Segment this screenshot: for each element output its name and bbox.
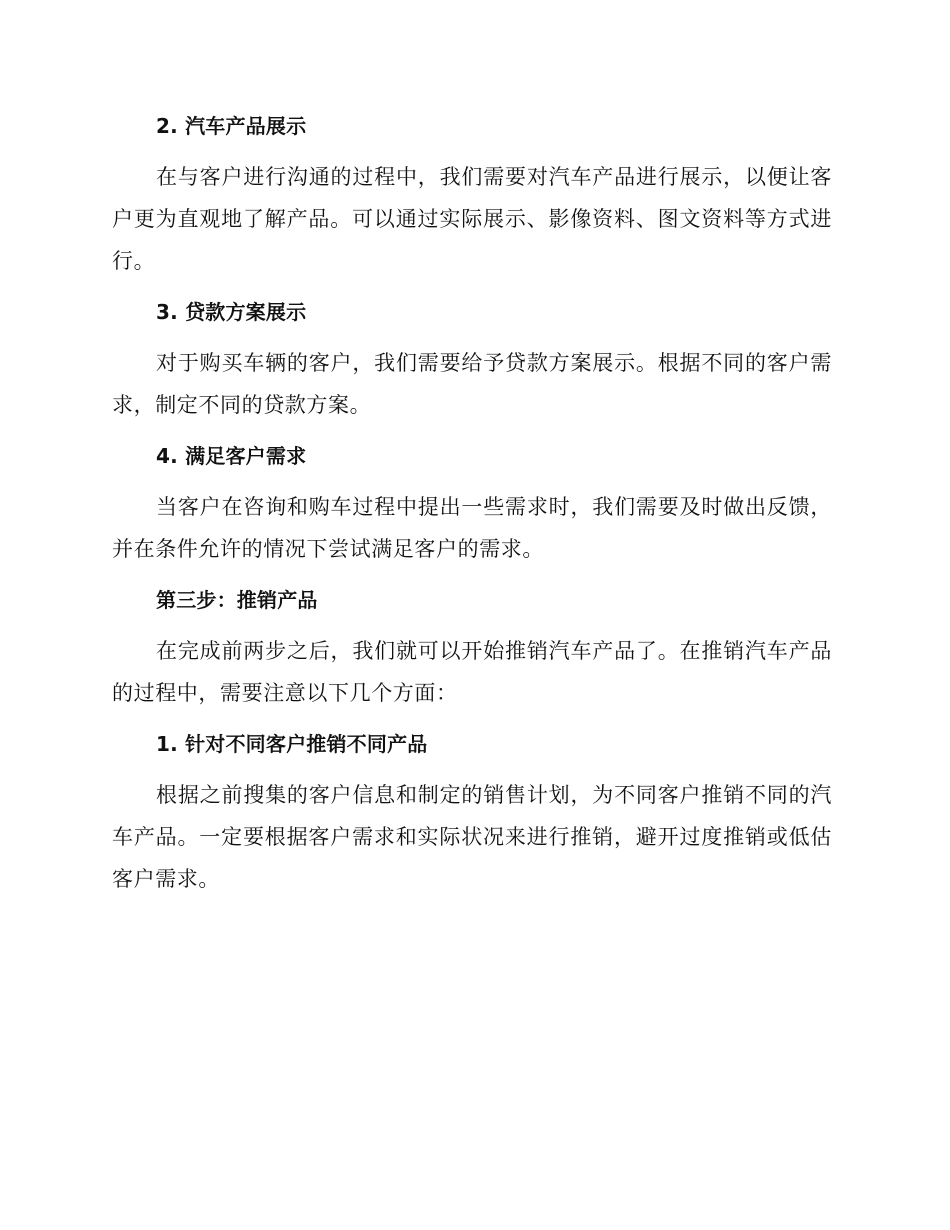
section-paragraph-loan-plan: 对于购买车辆的客户，我们需要给予贷款方案展示。根据不同的客户需求，制定不同的贷款方案。 xyxy=(112,351,832,417)
section-paragraph-targeted-selling: 根据之前搜集的客户信息和制定的销售计划，为不同客户推销不同的汽车产品。一定要根据客户需求和实际状况来进行推销，避开过度推销或低估客户需求。 xyxy=(112,783,832,891)
section-heading-step-three: 第三步：推销产品 xyxy=(156,588,318,612)
section-paragraph-product-display: 在与客户进行沟通的过程中，我们需要对汽车产品进行展示，以便让客户更为直观地了解产品。可以通过实际展示、影像资料、图文资料等方式进行。 xyxy=(112,165,832,273)
section-heading-product-display: 2. 汽车产品展示 xyxy=(156,114,307,138)
section-heading-customer-needs: 4. 满足客户需求 xyxy=(156,444,307,468)
section-paragraph-customer-needs: 当客户在咨询和购车过程中提出一些需求时，我们需要及时做出反馈，并在条件允许的情况下尝试满足客户的需求。 xyxy=(112,495,832,561)
section-heading-targeted-selling: 1. 针对不同客户推销不同产品 xyxy=(156,732,428,756)
section-heading-loan-plan: 3. 贷款方案展示 xyxy=(156,300,307,324)
section-paragraph-step-three: 在完成前两步之后，我们就可以开始推销汽车产品了。在推销汽车产品的过程中，需要注意以下几个方面： xyxy=(112,639,832,705)
document-page xyxy=(112,108,832,912)
